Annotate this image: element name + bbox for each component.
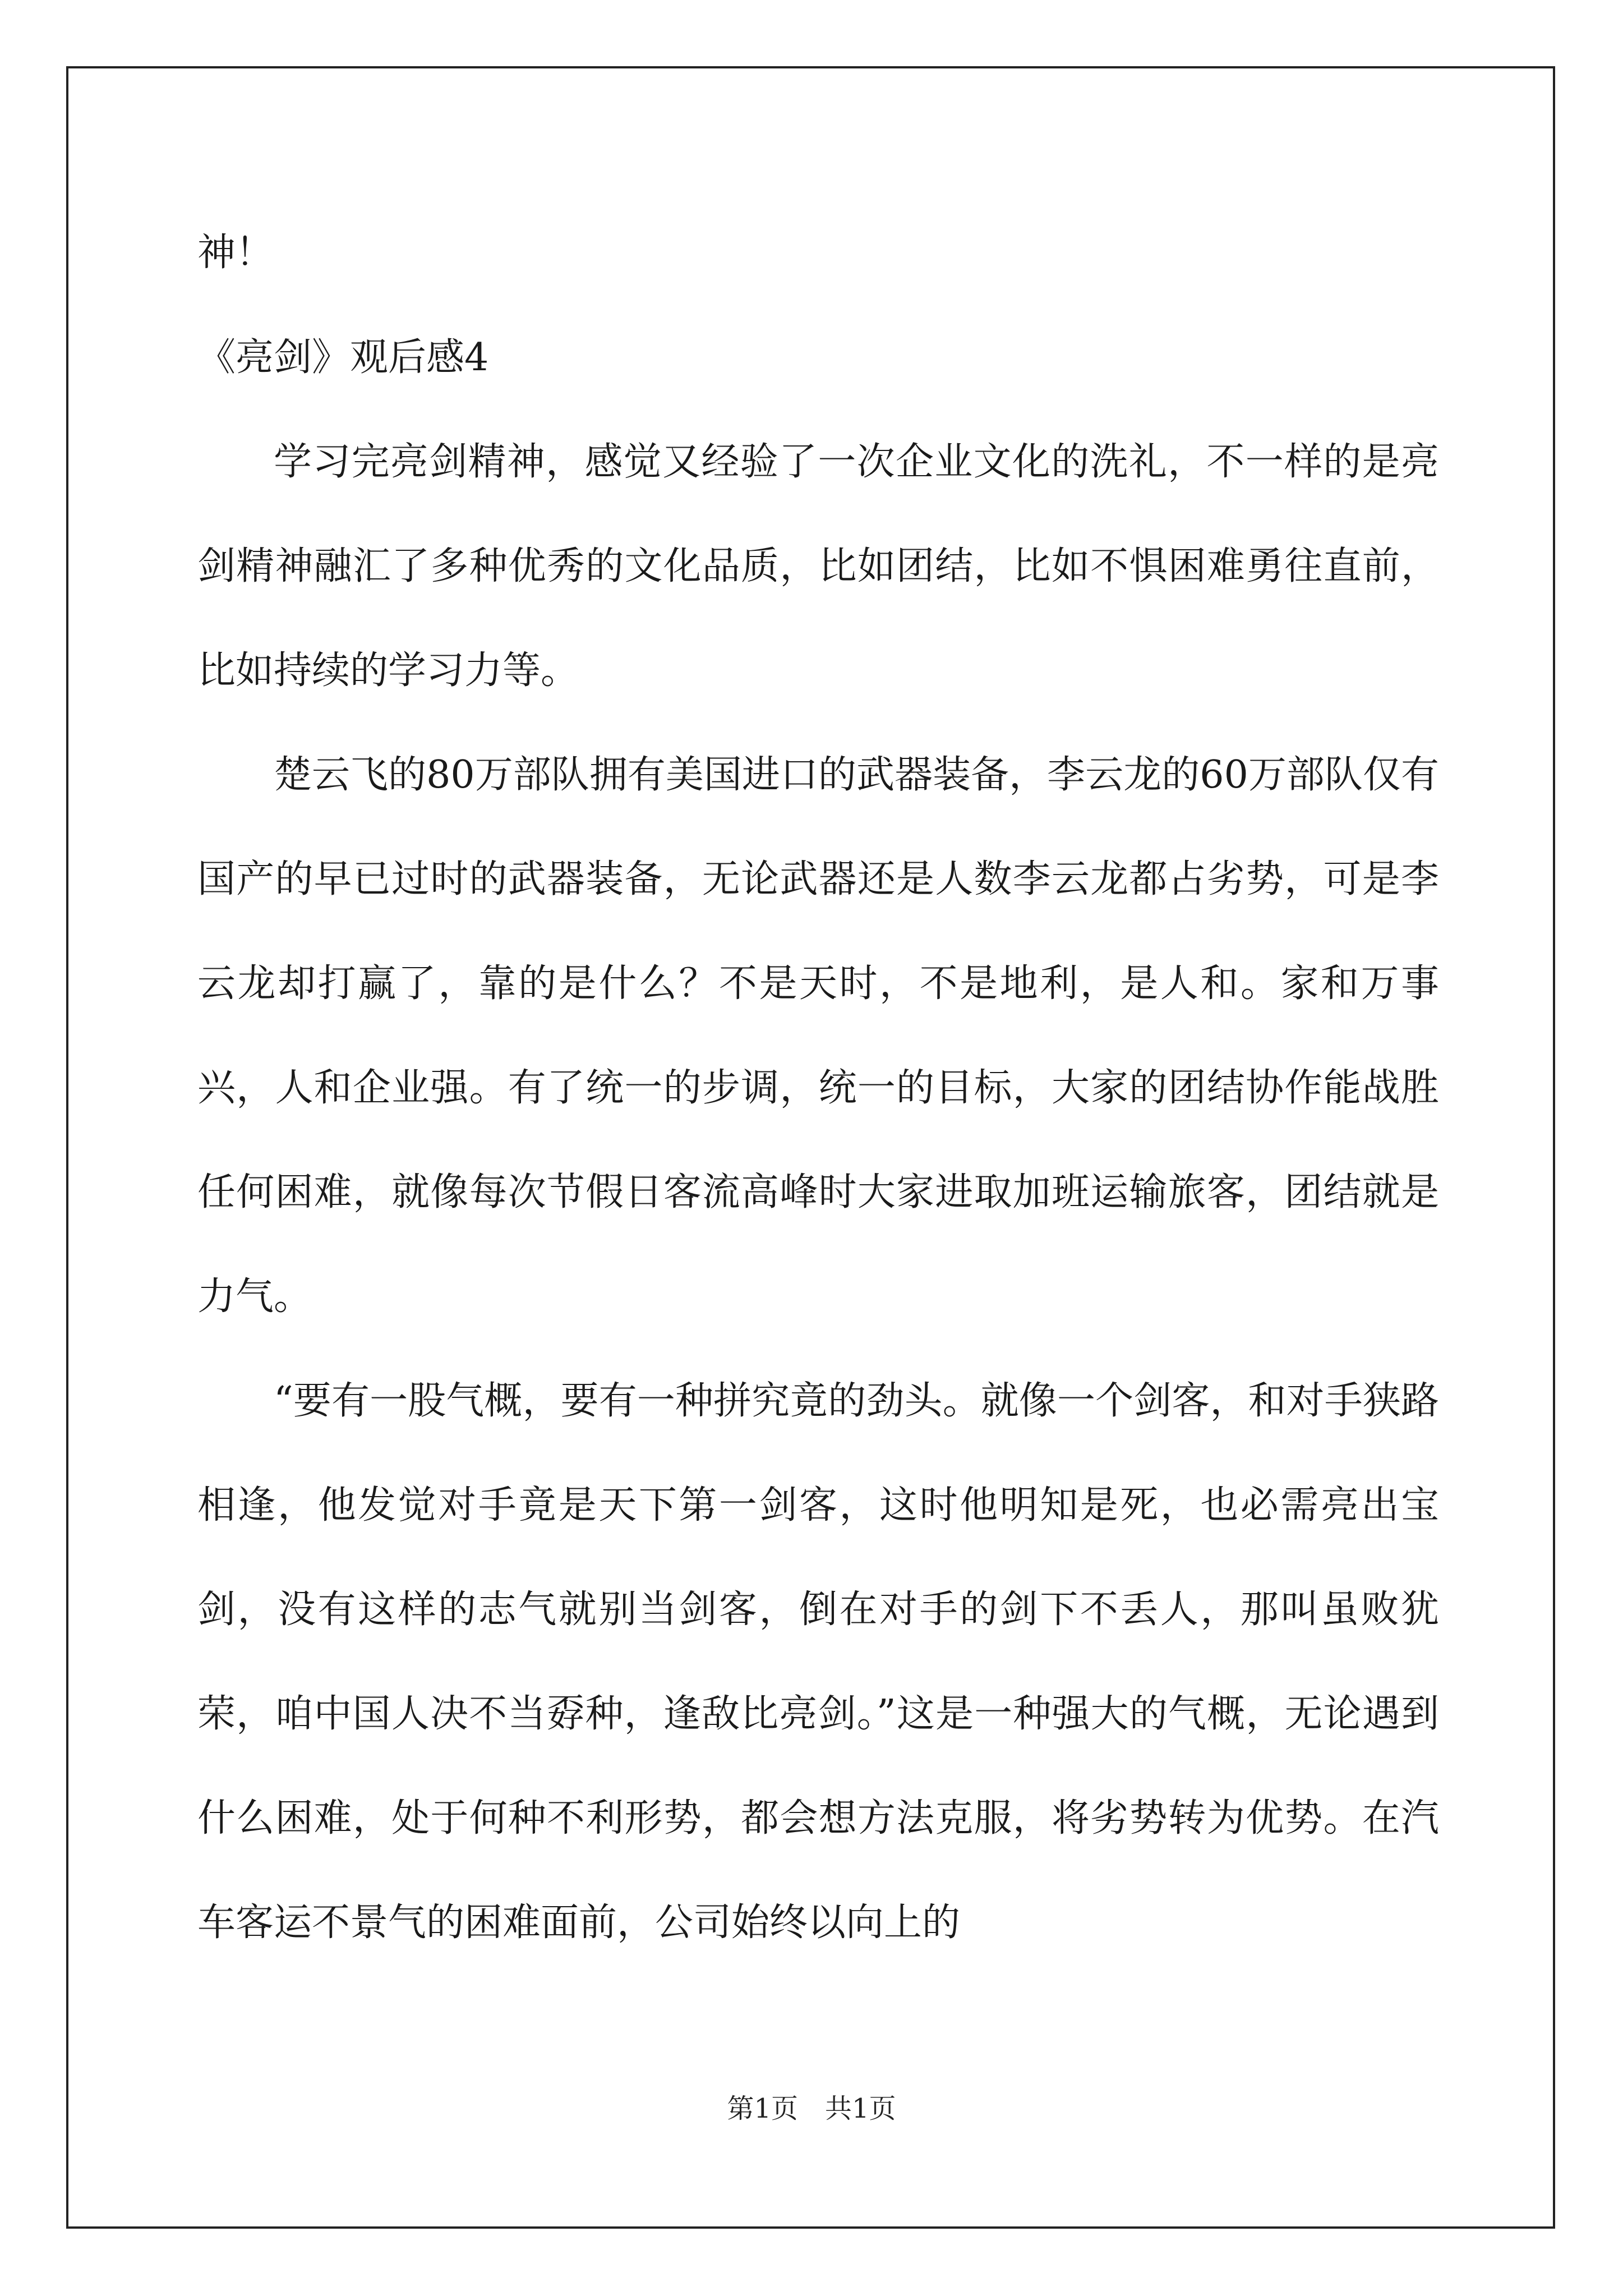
page-footer: 第1页 共1页 — [727, 2093, 896, 2124]
paragraph: 楚云飞的80万部队拥有美国进口的武器装备，李云龙的60万部队仅有国产的早已过时的武器装备，无论武器还是人数李云龙都占劣势，可是李云龙却打赢了，靠的是什么？不是天时，不是地利，是人和。家和万事兴，人和企业强。有了统一的步调，统一的目标，大家的团结协作能战胜任何困难，就像每次节假日客流高峰时大家进取加班运输旅客，团结就是力气。 — [197, 753, 1439, 1319]
text-fragment: 神！ — [197, 231, 274, 275]
body-text — [197, 410, 1439, 1975]
section-heading: 《亮剑》观后感4 — [197, 335, 489, 380]
paragraph: 学习完亮剑精神，感觉又经验了一次企业文化的洗礼，不一样的是亮剑精神融汇了多种优秀的文化品质，比如团结，比如不惧困难勇往直前，比如持续的学习力等。 — [197, 440, 1439, 693]
paragraph: “要有一股气概，要有一种拼究竟的劲头。就像一个剑客，和对手狭路相逢，他发觉对手竟是天下第一剑客，这时他明知是死，也必需亮出宝剑，没有这样的志气就别当剑客，倒在对手的剑下不丢人，那叫虽败犹荣，咱中国人决不当孬种，逢敌比亮剑。”这是一种强大的气概，无论遇到什么困难，处于何种不利形势，都会想方法克服，将劣势转为优势。在汽车客运不景气的困难面前，公司始终以向上的 — [197, 1379, 1439, 1945]
